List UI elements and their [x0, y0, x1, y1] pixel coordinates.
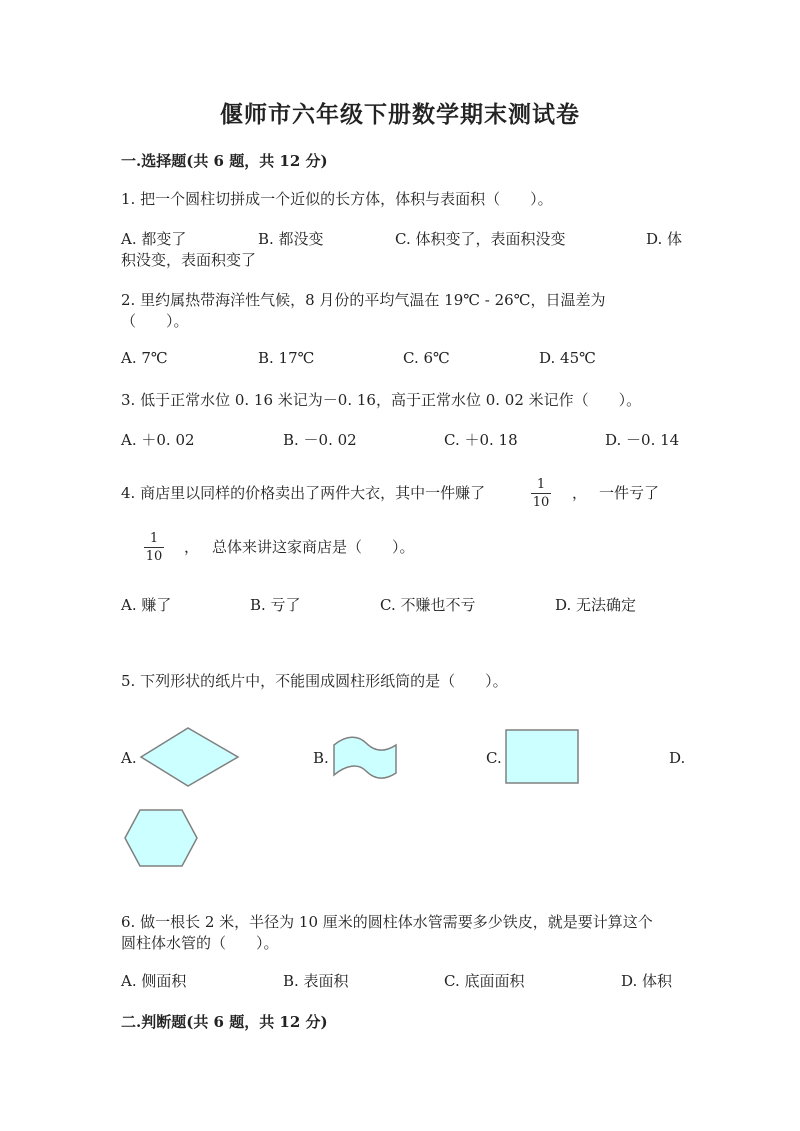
question-3-option-d[interactable]: D. －0. 14: [605, 431, 680, 449]
question-4-option-d[interactable]: D. 无法确定: [555, 596, 637, 614]
question-4-option-b[interactable]: B. 亏了: [250, 596, 301, 614]
question-1-option-d-continued: 积没变，表面积变了: [121, 251, 257, 269]
wave-shape[interactable]: [332, 737, 398, 781]
fraction-bar: [531, 493, 551, 494]
question-2-stem-continued: （ ）。: [121, 312, 189, 330]
question-6-option-a[interactable]: A. 侧面积: [121, 972, 187, 990]
question-3-option-c[interactable]: C. ＋0. 18: [444, 431, 518, 449]
question-5-option-c[interactable]: C.: [486, 749, 502, 767]
page-title: 偃师市六年级下册数学期末测试卷: [220, 101, 580, 128]
question-1-option-b[interactable]: B. 都没变: [258, 230, 324, 248]
question-3-option-b[interactable]: B. －0. 02: [283, 431, 357, 449]
question-2-option-a[interactable]: A. 7℃: [121, 349, 168, 367]
question-6-option-c[interactable]: C. 底面面积: [444, 972, 525, 990]
question-4-stem: 4. 商店里以同样的价格卖出了两件大衣，其中一件赚了: [121, 484, 486, 502]
question-5-option-a[interactable]: A.: [121, 749, 137, 767]
fraction-bar: [144, 547, 164, 548]
fraction-denominator: 10: [145, 549, 163, 564]
question-6-option-b[interactable]: B. 表面积: [283, 972, 349, 990]
section-heading-judgement: 二.判断题(共 6 题，共 12 分): [121, 1013, 328, 1031]
question-3-option-a[interactable]: A. ＋0. 02: [121, 431, 195, 449]
question-4-option-a[interactable]: A. 赚了: [121, 596, 172, 614]
fraction-numerator: 1: [149, 531, 159, 546]
question-2-option-c[interactable]: C. 6℃: [403, 349, 450, 367]
rhombus-shape[interactable]: [140, 727, 240, 787]
question-3-stem: 3. 低于正常水位 0. 16 米记为－0. 16，高于正常水位 0. 02 米记作（ ）。: [121, 391, 642, 409]
fraction-denominator: 10: [532, 495, 550, 510]
hexagon-shape[interactable]: [124, 809, 198, 867]
rectangle-shape[interactable]: [505, 729, 579, 784]
question-5-option-b[interactable]: B.: [313, 749, 329, 767]
question-4-option-c[interactable]: C. 不赚也不亏: [380, 596, 476, 614]
question-1-option-d[interactable]: D. 体: [646, 230, 683, 248]
question-6-option-d[interactable]: D. 体积: [621, 972, 673, 990]
fraction-one-tenth: [531, 477, 551, 510]
question-6-stem-continued: 圆柱体水管的（ ）。: [121, 934, 279, 952]
question-1-option-a[interactable]: A. 都变了: [121, 230, 187, 248]
question-6-stem: 6. 做一根长 2 米，半径为 10 厘米的圆柱体水管需要多少铁皮，就是要计算这个: [121, 913, 653, 931]
question-4-comma: ，: [572, 484, 588, 502]
fraction-numerator: 1: [536, 477, 546, 492]
question-2-option-d[interactable]: D. 45℃: [539, 349, 596, 367]
section-heading-choice: 一.选择题(共 6 题，共 12 分): [121, 152, 328, 170]
question-1-stem: 1. 把一个圆柱切拼成一个近似的长方体，体积与表面积（ ）。: [121, 190, 553, 208]
question-2-option-b[interactable]: B. 17℃: [258, 349, 315, 367]
question-5-option-d[interactable]: D.: [669, 749, 686, 767]
question-4-comma-2: ，: [184, 538, 200, 556]
question-1-option-c[interactable]: C. 体积变了，表面积没变: [395, 230, 566, 248]
question-4-stem-part2: 一件亏了: [599, 484, 660, 502]
fraction-one-tenth-2: [144, 531, 164, 564]
question-2-stem: 2. 里约属热带海洋性气候，8 月份的平均气温在 19℃ - 26℃，日温差为: [121, 291, 606, 309]
question-4-stem-part3: 总体来讲这家商店是（ ）。: [212, 538, 415, 556]
question-5-stem: 5. 下列形状的纸片中，不能围成圆柱形纸筒的是（ ）。: [121, 672, 508, 690]
